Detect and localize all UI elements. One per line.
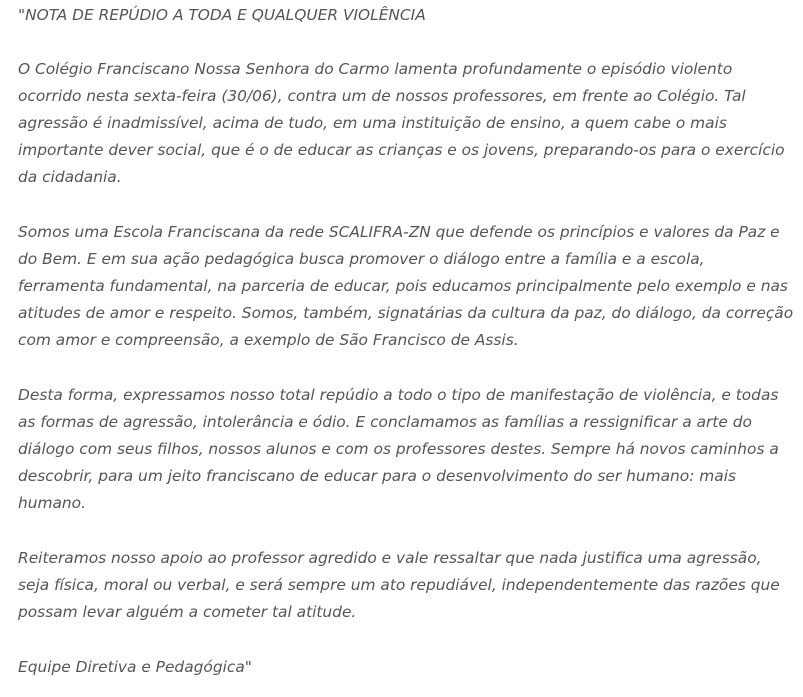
signature: Equipe Diretiva e Pedagógica"	[18, 658, 252, 676]
paragraph-incident: O Colégio Franciscano Nossa Senhora do Carmo lamenta profundamente o episódio violento ocorrido nesta sexta-feira (30/06), contra um de nossos professores, em frente ao Colégio. Tal agressão é inadmissível, acima de tudo, em uma instituição de ensino, a quem cabe o mais importante dever social, que é o de educar as crianças e os jovens, preparando-os para o exercício da cidadania.	[18, 60, 785, 186]
paragraph-franciscan-values: Somos uma Escola Franciscana da rede SCALIFRA-ZN que defende os princípios e valores da Paz e do Bem. E em sua ação pedagógica busca promover o diálogo entre a família e a escola, ferramenta fundamental, na parceria de educar, pois educamos principalmente pelo exemplo e nas atitudes de amor e respeito. Somos, também, signatárias da cultura da paz, do diálogo, da correção com amor e compreensão, a exemplo de São Francisco de Assis.	[18, 223, 794, 349]
note-body	[18, 2, 796, 681]
paragraph-support: Reiteramos nosso apoio ao professor agredido e vale ressaltar que nada justifica uma agressão, seja física, moral ou verbal, e será sempre um ato repudiável, independentemente das razões que possam levar alguém a cometer tal atitude.	[18, 549, 780, 621]
paragraph-repudiation: Desta forma, expressamos nosso total repúdio a todo o tipo de manifestação de violência, e todas as formas de agressão, intolerância e ódio. E conclamamos as famílias a ressignificar a arte do diálogo com seus filhos, nossos alunos e com os professores destes. Sempre há novos caminhos a descobrir, para um jeito franciscano de educar para o desenvolvimento do ser humano: mais humano.	[18, 386, 779, 512]
note-title: "NOTA DE REPÚDIO A TODA E QUALQUER VIOLÊNCIA	[18, 6, 426, 24]
